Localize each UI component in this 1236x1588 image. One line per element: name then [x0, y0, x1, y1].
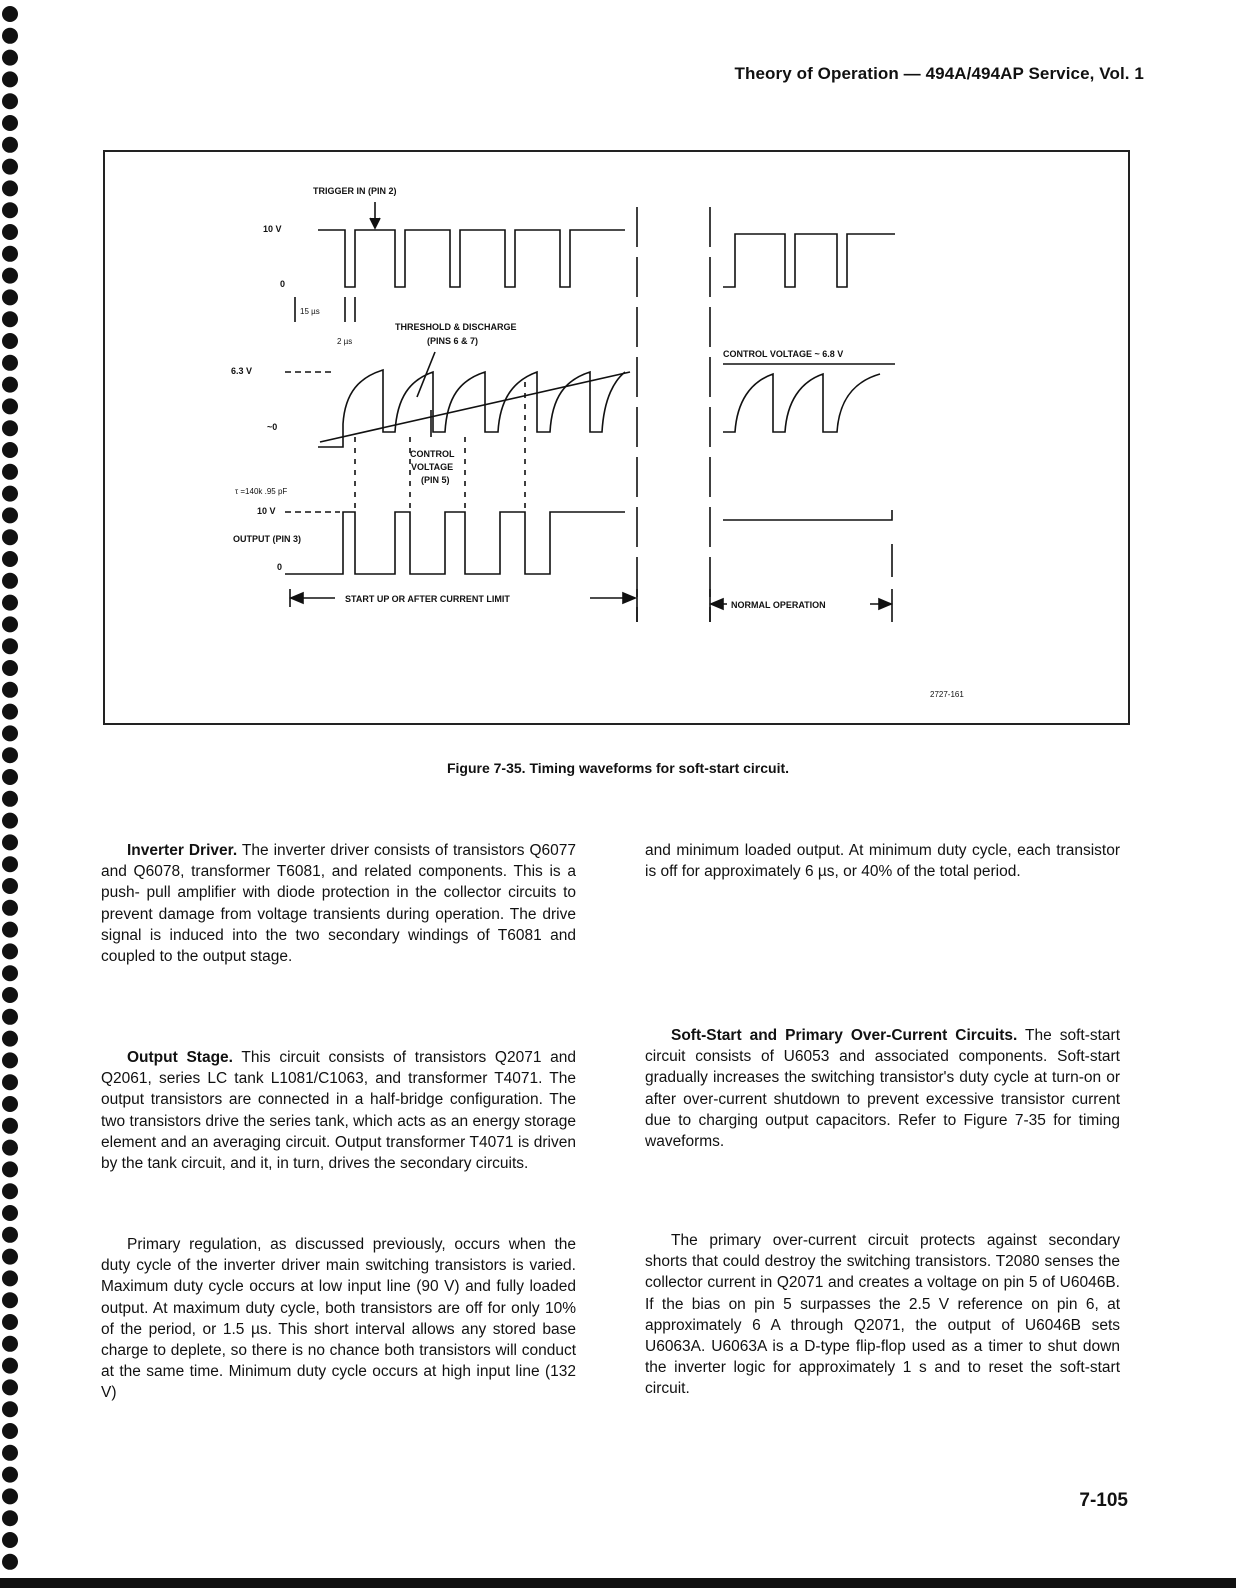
binder-hole	[2, 1183, 18, 1199]
timing-waveform-diagram	[105, 152, 1132, 727]
label-2us: 2 µs	[337, 337, 353, 346]
binder-hole	[2, 1161, 18, 1177]
label-normal-operation: NORMAL OPERATION	[731, 600, 826, 610]
figure-caption	[0, 760, 1236, 776]
binder-hole	[2, 1358, 18, 1374]
label-control: CONTROL	[410, 449, 455, 459]
binder-hole	[2, 507, 18, 523]
binder-hole	[2, 1052, 18, 1068]
binder-hole	[2, 377, 18, 393]
label-15us: 15 µs	[300, 307, 320, 316]
binder-hole	[2, 725, 18, 741]
binder-hole	[2, 682, 18, 698]
binder-holes	[0, 0, 40, 1588]
binder-hole	[2, 1467, 18, 1483]
text-inverter-driver: The inverter driver consists of transistors Q6077 and Q6078, transformer T6081, and related components. This is a push- pull amplifier with diode protection in the collector circuits to prevent damage from voltage transients during operation. The drive signal is induced into the two secondary windings of T6081 and coupled to the output stage.	[101, 842, 576, 966]
output-waveform	[285, 512, 625, 574]
binder-hole	[2, 1140, 18, 1156]
binder-hole	[2, 1096, 18, 1112]
binder-hole	[2, 965, 18, 981]
binder-hole	[2, 1401, 18, 1417]
run-in-inverter-driver: Inverter Driver.	[127, 842, 238, 859]
binder-hole	[2, 224, 18, 240]
text-output-stage: This circuit consists of transistors Q2071 and Q2061, series LC tank L1081/C1063, and transformer T4071. The output transistors are connected in a half-bridge configuration. The two transistors drive the series tank, which acts as an energy storage element and an averaging circuit. Output transformer T4071 is driven by the tank circuit, and it, in turn, drives the secondary circuits.	[101, 1049, 577, 1173]
binder-hole	[2, 834, 18, 850]
text-over-current: The primary over-current circuit protects against secondary shorts that could destroy the switching transistors. T2080 senses the collector current in Q2071 and creates a voltage on pin 5 of U6046B. If the bias on pin 5 surpasses the 2.5 V reference on pin 6, at approximately 6 A through Q2071, the output of U6046B sets U6063A. U6063A is a D-type flip-flop used as a timer to shut down the inverter logic for approximately 1 s and to reset the soft-start circuit.	[645, 1232, 1120, 1398]
paragraph-over-current	[645, 1230, 1120, 1400]
binder-hole	[2, 1554, 18, 1570]
label-10v-top: 10 V	[263, 224, 282, 234]
binder-hole	[2, 1031, 18, 1047]
binder-hole	[2, 180, 18, 196]
binder-hole	[2, 1445, 18, 1461]
binder-hole	[2, 50, 18, 66]
control-voltage-line	[320, 372, 630, 442]
binder-hole	[2, 486, 18, 502]
bottom-border	[0, 1578, 1236, 1588]
binder-hole	[2, 856, 18, 872]
binder-hole	[2, 595, 18, 611]
binder-hole	[2, 137, 18, 153]
figure-caption-text: Timing waveforms for soft-start circuit.	[529, 760, 790, 776]
binder-hole	[2, 1379, 18, 1395]
binder-hole	[2, 333, 18, 349]
paragraph-output-stage	[101, 1047, 576, 1174]
label-zero-out: 0	[277, 562, 283, 572]
binder-hole	[2, 268, 18, 284]
binder-hole	[2, 638, 18, 654]
binder-hole	[2, 398, 18, 414]
binder-hole	[2, 1336, 18, 1352]
binder-hole	[2, 1205, 18, 1221]
binder-hole	[2, 1118, 18, 1134]
binder-hole	[2, 1074, 18, 1090]
binder-hole	[2, 1510, 18, 1526]
binder-hole	[2, 1009, 18, 1025]
label-trigger-in: TRIGGER IN (PIN 2)	[313, 186, 397, 196]
normal-trigger-waveform	[723, 234, 895, 287]
binder-hole	[2, 420, 18, 436]
binder-hole	[2, 28, 18, 44]
label-zero-top: 0	[280, 279, 286, 289]
binder-hole	[2, 464, 18, 480]
binder-hole	[2, 1270, 18, 1286]
binder-hole	[2, 1249, 18, 1265]
binder-hole	[2, 115, 18, 131]
label-pin5: (PIN 5)	[421, 475, 450, 485]
binder-hole	[2, 1314, 18, 1330]
label-threshold: THRESHOLD & DISCHARGE	[395, 322, 517, 332]
binder-hole	[2, 355, 18, 371]
normal-threshold-waveform	[723, 374, 880, 432]
binder-hole	[2, 791, 18, 807]
binder-hole	[2, 660, 18, 676]
binder-hole	[2, 202, 18, 218]
label-startup: START UP OR AFTER CURRENT LIMIT	[345, 594, 510, 604]
normal-output-waveform	[723, 510, 892, 577]
paragraph-inverter-driver	[101, 840, 576, 967]
figure-number: Figure 7-35.	[446, 760, 526, 776]
label-control-voltage: CONTROL VOLTAGE ~ 6.8 V	[723, 349, 844, 359]
label-10v-out: 10 V	[257, 506, 276, 516]
binder-hole	[2, 1488, 18, 1504]
binder-hole	[2, 987, 18, 1003]
binder-hole	[2, 93, 18, 109]
label-voltage: VOLTAGE	[411, 462, 454, 472]
paragraph-primary-regulation	[101, 1234, 576, 1404]
binder-hole	[2, 1423, 18, 1439]
trigger-waveform	[318, 230, 625, 287]
binder-hole	[2, 1227, 18, 1243]
text-continuation: and minimum loaded output. At minimum duty cycle, each transistor is off for approximately 6 µs, or 40% of the total period.	[645, 842, 1120, 881]
binder-hole	[2, 551, 18, 567]
binder-hole	[2, 1532, 18, 1548]
binder-hole	[2, 529, 18, 545]
binder-hole	[2, 813, 18, 829]
binder-hole	[2, 71, 18, 87]
label-tau: τ =140k .95 pF	[235, 487, 288, 496]
binder-hole	[2, 1292, 18, 1308]
figure-id: 2727-161	[930, 690, 964, 699]
figure-7-35	[103, 150, 1130, 725]
run-in-output-stage: Output Stage.	[127, 1049, 233, 1066]
binder-hole	[2, 573, 18, 589]
paragraph-continuation	[645, 840, 1120, 882]
text-primary-regulation: Primary regulation, as discussed previously, occurs when the duty cycle of the inverter driver main switching transistors is varied. Maximum duty cycle occurs at low input line (90 V) and fully loaded output. At maximum duty cycle, both transistors are off for only 10% of the period, or 1.5 µs. This short interval allows any stored base charge to deplete, so there is no chance both transistors will conduct at the same time. Minimum duty cycle occurs at high input line (132 V)	[101, 1236, 576, 1402]
text-soft-start: The soft-start circuit consists of U6053 and associated components. Soft-start gradually increases the switching transistor's duty cycle at turn-on or after over-current shutdown to prevent excessive transistor current due to charging output capacitors. Refer to Figure 7-35 for timing waveforms.	[645, 1027, 1120, 1151]
binder-hole	[2, 900, 18, 916]
paragraph-soft-start	[645, 1025, 1120, 1152]
binder-hole	[2, 922, 18, 938]
label-6-3v: 6.3 V	[231, 366, 253, 376]
binder-hole	[2, 159, 18, 175]
binder-hole	[2, 246, 18, 262]
running-header: Theory of Operation — 494A/494AP Service, Vol. 1	[734, 64, 1144, 83]
page-number: 7-105	[1079, 1490, 1128, 1511]
run-in-soft-start: Soft-Start and Primary Over-Current Circuits.	[671, 1027, 1018, 1044]
label-approx-zero: ~0	[267, 422, 278, 432]
binder-hole	[2, 878, 18, 894]
label-output-pin3: OUTPUT (PIN 3)	[233, 534, 302, 544]
binder-hole	[2, 6, 18, 22]
binder-hole	[2, 289, 18, 305]
binder-hole	[2, 311, 18, 327]
binder-hole	[2, 442, 18, 458]
binder-hole	[2, 943, 18, 959]
binder-hole	[2, 704, 18, 720]
binder-hole	[2, 616, 18, 632]
label-pins-6-7: (PINS 6 & 7)	[427, 336, 479, 346]
